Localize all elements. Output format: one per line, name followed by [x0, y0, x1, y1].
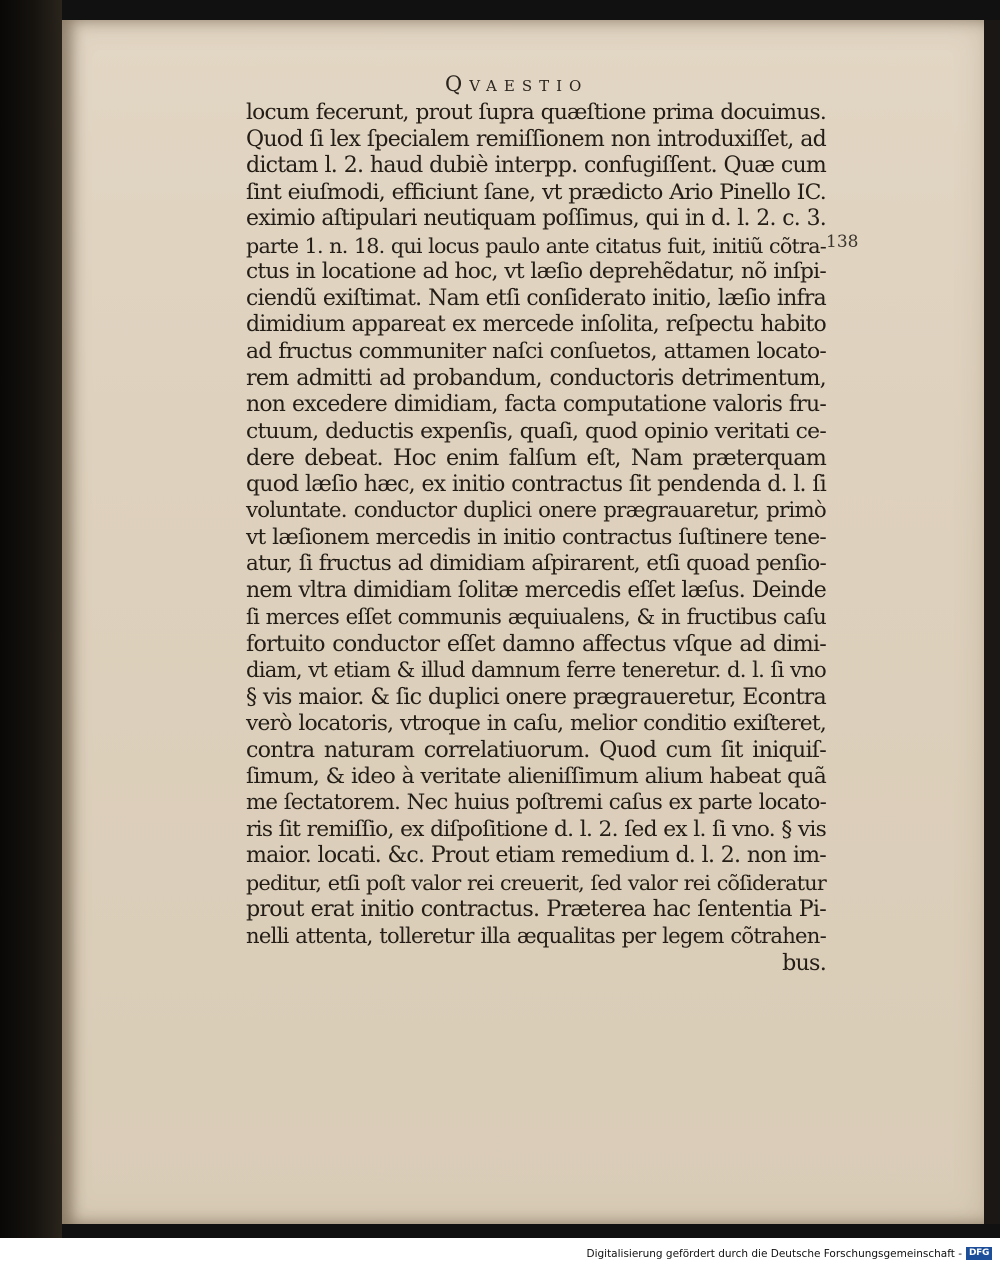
- footer-bar: [0, 1238, 1000, 1269]
- text-line: prout erat initio contractus. Præterea hac ſententia Pi-: [246, 896, 826, 923]
- scan-right-edge: [984, 20, 1000, 1224]
- funding-credit: Digitalisierung gefördert durch die Deutsche Forschungsgemeinschaft -: [586, 1248, 962, 1260]
- text-line: diam, vt etiam & illud damnum ferre teneretur. d. l. ſi vno: [246, 657, 826, 683]
- body-text: [246, 100, 826, 976]
- text-line: locum fecerunt, prout ſupra quæſtione prima docuimus.: [246, 100, 826, 125]
- text-line: eximio aſtipulari neutiquam poſſimus, qui in d. l. 2. c. 3.: [246, 206, 826, 232]
- text-line: ctus in locatione ad hoc, vt læſio deprehẽdatur, nõ inſpi-: [246, 259, 826, 285]
- text-line: ciendũ exiſtimat. Nam etſi conſiderato initio, læſio infra: [246, 285, 826, 311]
- dfg-logo[interactable]: DFG: [966, 1247, 992, 1260]
- text-line: § vis maior. & ſic duplici onere prægraueretur, Econtra: [246, 684, 826, 711]
- text-line: parte 1. n. 18. qui locus paulo ante citatus fuit, initiũ cõtra-: [246, 233, 826, 258]
- text-line: nelli attenta, tolleretur illa æqualitas per legem cõtrahen-: [246, 922, 826, 948]
- text-line: ad fructus communiter naſci conſuetos, attamen locato-: [246, 338, 826, 364]
- text-line: ſi merces eſſet communis æquiualens, & in fructibus caſu: [246, 604, 826, 630]
- text-line: me ſectatorem. Nec huius poſtremi caſus ex parte locato-: [246, 790, 826, 816]
- text-line: ctuum, deductis expenſis, quaſi, quod opinio veritati ce-: [246, 418, 826, 444]
- text-line: dere debeat. Hoc enim falſum eſt, Nam præterquam: [246, 445, 826, 472]
- text-line: voluntate. conductor duplici onere prægrauaretur, primò: [246, 498, 826, 524]
- text-line: Quod ſi lex ſpecialem remiſſionem non introduxiſſet, ad: [246, 126, 826, 152]
- text-line: dictam l. 2. haud dubiè interpp. confugiſſent. Quæ cum: [246, 153, 826, 179]
- text-line: ſint eiuſmodi, efficiunt ſane, vt prædicto Ario Pinello IC.: [246, 179, 826, 205]
- text-line: atur, ſi fructus ad dimidiam aſpirarent, etſi quoad penſio-: [246, 551, 826, 577]
- text-line: verò locatoris, vtroque in caſu, melior conditio exiſteret,: [246, 710, 826, 736]
- text-line: contra naturam correlatiuorum. Quod cum ſit iniquiſ-: [246, 737, 826, 764]
- folio-number: 138: [826, 232, 859, 252]
- text-line: ris ſit remiſſio, ex diſpoſitione d. l. 2. ſed ex l. ſi vno. § vis: [246, 816, 826, 842]
- text-line: peditur, etſi poſt valor rei creuerit, ſed valor rei cõſideratur: [246, 870, 826, 895]
- catchword: bus.: [782, 949, 826, 976]
- text-line: non excedere dimidiam, facta computatione valoris fru-: [246, 392, 826, 418]
- running-header: Qvaestio: [445, 72, 589, 96]
- text-line: rem admitti ad probandum, conductoris detrimentum,: [246, 365, 826, 392]
- text-line: maior. locati. &c. Prout etiam remedium d. l. 2. non im-: [246, 843, 826, 869]
- text-line: ſimum, & ideo à veritate alieniſſimum alium habeat quã: [246, 763, 826, 789]
- scan-left-margin: [0, 0, 62, 1238]
- text-line: quod læſio hæc, ex initio contractus ſit pendenda d. l. ſi: [246, 471, 826, 497]
- text-line: fortuito conductor eſſet damno affectus vſque ad dimi-: [246, 630, 826, 657]
- text-line: vt læſionem mercedis in initio contractus ſuſtinere tene-: [246, 524, 826, 550]
- text-line: nem vltra dimidiam ſolitæ mercedis eſſet læſus. Deinde: [246, 577, 826, 603]
- text-line: dimidium appareat ex mercede inſolita, reſpectu habito: [246, 312, 826, 338]
